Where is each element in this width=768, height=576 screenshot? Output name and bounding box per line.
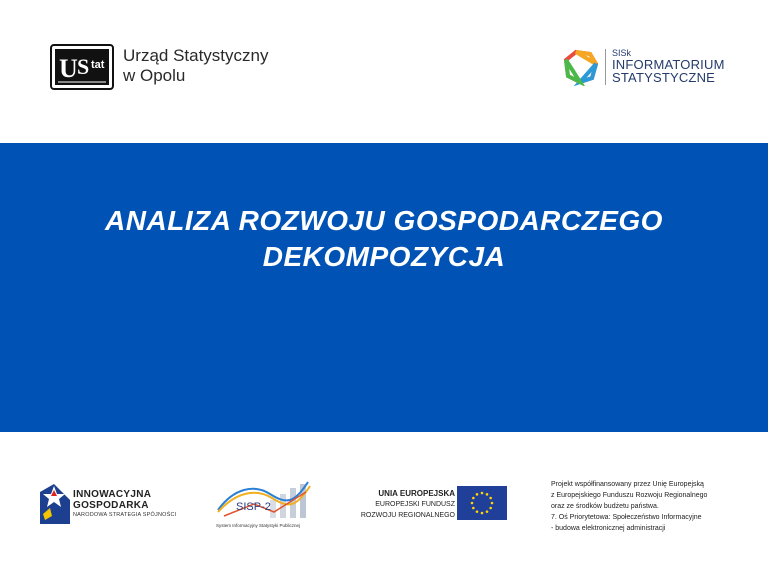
eu-fund-text xyxy=(345,488,455,521)
sisk-line1: INFORMATORIUM xyxy=(612,57,725,72)
eu-star xyxy=(481,492,484,495)
sisk-map-icon xyxy=(562,48,600,86)
title-banner xyxy=(0,143,768,432)
office-name-line1: Urząd Statystyczny xyxy=(123,46,269,65)
project-line-2: z Europejskiego Funduszu Rozwoju Regionalnego xyxy=(551,492,708,499)
sisk-small-label: SISk xyxy=(612,48,632,58)
slide-title-line2: DEKOMPOZYCJA xyxy=(262,241,506,272)
sisp-caption: System Informacyjny Statystyki Publicznej xyxy=(216,523,301,528)
eu-star xyxy=(472,497,475,500)
eu-star xyxy=(489,497,492,500)
eu-star xyxy=(481,512,484,515)
eu-star xyxy=(476,493,479,496)
eu-star xyxy=(489,507,492,510)
ue-line1: UNIA EUROPEJSKA xyxy=(378,489,455,498)
innowacyjna-gospodarka-text xyxy=(73,489,176,519)
office-name xyxy=(123,46,269,86)
svg-text:U: U xyxy=(59,54,78,83)
ig-line3: NARODOWA STRATEGIA SPÓJNOŚCI xyxy=(73,512,177,518)
slide-title-line1: ANALIZA ROZWOJU GOSPODARCZEGO xyxy=(105,205,663,236)
project-line-4: 7. Oś Priorytetowa: Społeczeństwo Informacyjne xyxy=(551,514,702,521)
project-line-5: - budowa elektronicznej administracji xyxy=(551,525,666,532)
ue-line2: EUROPEJSKI FUNDUSZ xyxy=(375,501,455,508)
eu-star xyxy=(476,510,479,513)
ustat-logo xyxy=(50,44,114,90)
sisk-line2: STATYSTYCZNE xyxy=(612,70,716,85)
eu-star xyxy=(471,502,474,505)
project-funding-statement xyxy=(551,479,751,534)
eu-star xyxy=(486,510,489,513)
sisp-2-logo xyxy=(214,478,314,530)
eu-star xyxy=(491,502,494,505)
eu-star xyxy=(472,507,475,510)
sisk-name xyxy=(612,48,725,84)
ig-line1: INNOWACYJNA xyxy=(73,489,152,500)
office-name-line2: w Opolu xyxy=(123,66,186,85)
project-line-3: oraz ze środków budżetu państwa. xyxy=(551,503,659,510)
sisk-divider xyxy=(605,49,606,85)
sisp-title: SISP-2 xyxy=(236,501,271,513)
svg-text:S: S xyxy=(77,54,90,79)
ig-line2: GOSPODARKA xyxy=(73,500,149,511)
project-line-1: Projekt współfinansowany przez Unię Europejską xyxy=(551,481,704,488)
eu-star xyxy=(486,493,489,496)
ue-line3: ROZWOJU REGIONALNEGO xyxy=(360,512,455,519)
slide-title xyxy=(0,203,768,275)
svg-text:tat: tat xyxy=(91,59,105,71)
innowacyjna-gospodarka-logo xyxy=(40,484,70,524)
eu-flag-icon xyxy=(457,486,507,520)
